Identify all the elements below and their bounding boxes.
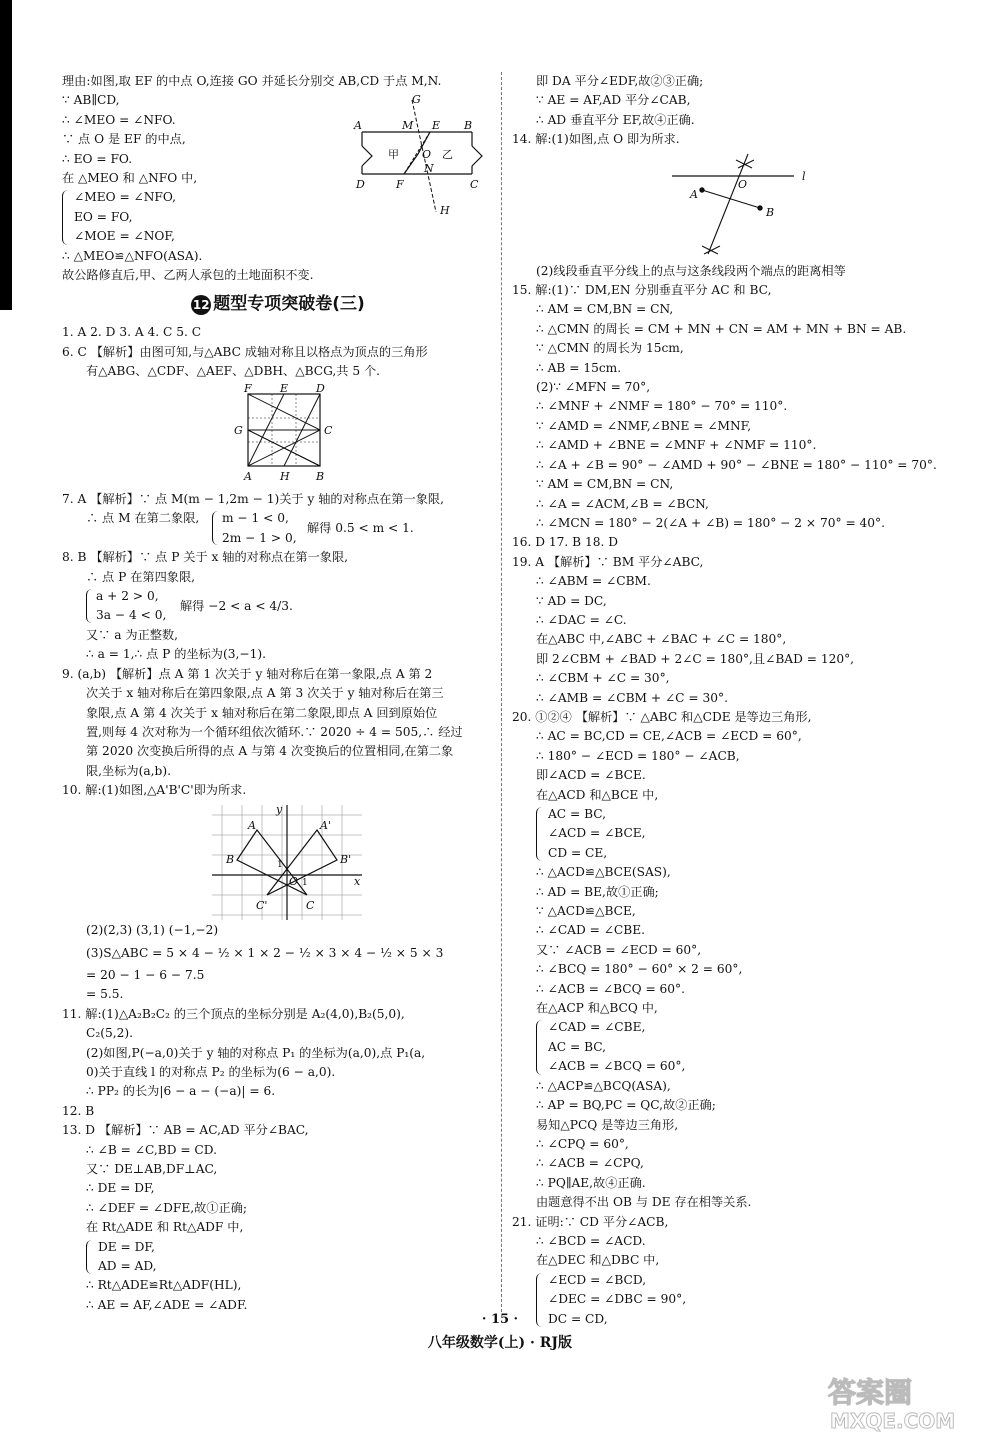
text-line: 有△ABG、△CDF、△AEF、△DBH、△BCG,共 5 个. [86, 364, 381, 379]
label-yi: 乙 [442, 148, 453, 161]
label-n: N [424, 162, 434, 175]
text-line: 19. A 【解析】∵ BM 平分∠ABC, [512, 554, 704, 569]
inequality: 2m − 1 > 0, [222, 530, 297, 545]
figure-perpendicular-bisector [512, 150, 952, 262]
label-g: G [234, 423, 243, 437]
label-b: B [316, 469, 325, 483]
text-line: ∴ AD 垂直平分 EF,故④正确. [536, 112, 695, 127]
label-o: O [422, 148, 432, 161]
text-line: ∴ ∠BCQ = 180° − 60° × 2 = 60°, [536, 962, 743, 977]
binding-strip [0, 0, 12, 310]
text-line: ∠ACB = ∠BCQ = 60°, [548, 1059, 686, 1074]
text-line: 在 △MEO 和 △NFO 中, [62, 171, 198, 186]
equation-system [512, 805, 952, 863]
watermark-url: MXQE.COM [830, 1409, 956, 1433]
section-title-text: 题型专项突破卷(三) [213, 294, 365, 315]
inequality: 3a − 4 < 0, [96, 608, 167, 623]
text-line: ∴ ∠BCD = ∠ACD. [536, 1233, 646, 1248]
text-line: = 20 − 1 − 6 − 7.5 [86, 967, 205, 982]
tick-1-y: 1 [277, 859, 283, 870]
tick-1-x: 1 [302, 877, 308, 888]
label-a: A [690, 187, 698, 201]
figure-coordinate-reflection [62, 801, 494, 921]
text-line: AC = BC, [548, 807, 607, 821]
text-line: ∵ AM = CM,BN = CN, [536, 477, 674, 492]
text-fragment: 解得 0.5 < m < 1. [307, 521, 414, 536]
text-line: 又∵ ∠ACB = ∠ECD = 60°, [536, 942, 702, 957]
text-line: 即 2∠CBM + ∠BAD + 2∠C = 180°,且∠BAD = 120°, [536, 651, 855, 666]
text-line: ∴ AP = BQ,PC = QC,故②正确; [536, 1098, 716, 1113]
text-line: ∠MEO = ∠NFO, [74, 190, 177, 205]
text-line: ∴ Rt△ADE≌Rt△ADF(HL), [86, 1278, 242, 1293]
text-line: ∴ ∠ABM = ∠CBM. [536, 574, 651, 589]
text-line: ∵ ∠AMD = ∠NMF,∠BNE = ∠MNF, [536, 418, 752, 433]
text-line: ∵ AE = AF,AD 平分∠CAB, [536, 93, 691, 108]
label-f: F [396, 178, 404, 191]
text-line: ∴ △MEO≌△NFO(ASA). [62, 248, 203, 263]
text-line: 易知△PCQ 是等边三角形, [536, 1117, 679, 1132]
right-column [512, 72, 952, 1329]
label-c: C [306, 898, 315, 912]
text-line: 故公路修直后,甲、乙两人承包的土地面积不变. [62, 268, 314, 283]
equation-line [62, 587, 494, 626]
inequality: a + 2 > 0, [96, 588, 159, 603]
text-line: 次关于 x 轴对称后在第四象限,点 A 第 3 次关于 y 轴对称后在第三 [86, 686, 444, 701]
text-line: 理由:如图,取 EF 的中点 O,连接 GO 并延长分别交 AB,CD 于点 M,N. [62, 74, 442, 88]
text-line: (2)线段垂直平分线上的点与这条线段两个端点的距离相等 [536, 263, 846, 278]
section-title [62, 295, 494, 315]
text-line: 14. 解:(1)如图,点 O 即为所求. [512, 132, 680, 147]
label-m: M [402, 119, 414, 132]
label-g: G [412, 94, 421, 106]
equation-line [62, 509, 494, 548]
text-line: ∵ △CMN 的周长为 15cm, [536, 341, 684, 356]
text-line: (2)(2,3) (3,1) (−1,−2) [86, 922, 219, 937]
text-line: 即∠ACD = ∠BCE. [536, 768, 646, 783]
text-line: = 5.5. [86, 987, 124, 1002]
text-line: ∠ACD = ∠BCE, [548, 826, 646, 841]
text-line: 在△ACP 和△BCQ 中, [536, 1001, 658, 1016]
text-line: ∴ a = 1,∴ 点 P 的坐标为(3,−1). [86, 647, 266, 662]
text-line: 10. 解:(1)如图,△A'B'C'即为所求. [62, 783, 247, 798]
label-h: H [280, 469, 290, 483]
text-line: 13. D 【解析】∵ AB = AC,AD 平分∠BAC, [62, 1123, 309, 1138]
label-c: C [324, 423, 333, 437]
text-line: ∴ ∠MNF + ∠NMF = 180° − 70° = 110°. [536, 399, 788, 414]
text-line: ∴ ∠DEF = ∠DFE,故①正确; [86, 1200, 247, 1215]
label-a: A [244, 469, 252, 483]
text-line: ∴ △ACP≌△BCQ(ASA), [536, 1078, 671, 1093]
text-line: DE = DF, [98, 1239, 155, 1254]
watermark-logo [816, 1370, 986, 1434]
text-line: 即 DA 平分∠EDF,故②③正确; [536, 74, 704, 88]
figure-grid-triangles [62, 382, 494, 490]
text-line: (2)如图,P(−a,0)关于 y 轴的对称点 P₁ 的坐标为(a,0),点 P₁(a, [86, 1045, 426, 1060]
figure-land-plot [352, 94, 492, 219]
text-line: ∴ ∠A + ∠B = 90° − ∠AMD + 90° − ∠BNE = 180° − 110° = 70°. [536, 457, 937, 472]
text-line: 又∵ DE⊥AB,DF⊥AC, [86, 1162, 218, 1177]
text-line: 在△ACD 和△BCE 中, [536, 787, 659, 802]
label-a: A [354, 119, 362, 132]
text-line: ∴ △ACD≌△BCE(SAS), [536, 865, 671, 880]
label-b: B [464, 119, 473, 132]
answer-line: 1. A 2. D 3. A 4. C 5. C [62, 325, 202, 340]
text-line: 20. ①②④ 【解析】∵ △ABC 和△CDE 是等边三角形, [512, 709, 812, 724]
text-line: ∴ ∠DAC = ∠C. [536, 612, 627, 627]
column-divider [501, 72, 502, 1312]
text-line: 6. C 【解析】由图可知,与△ABC 成轴对称且以格点为顶点的三角形 [62, 344, 428, 359]
answer-line: 12. B [62, 1103, 95, 1118]
text-fragment: ∴ 点 M 在第二象限, [86, 511, 200, 526]
text-line: ∴ ∠ACB = ∠CPQ, [536, 1156, 644, 1171]
text-line: ∠CAD = ∠CBE, [548, 1020, 646, 1035]
text-line: 21. 证明:∵ CD 平分∠ACB, [512, 1214, 669, 1229]
text-line: ∴ 点 P 在第四象限, [86, 569, 196, 584]
text-line: ∴ ∠MCN = 180° − 2(∠A + ∠B) = 180° − 2 × 70° = 40°. [536, 515, 886, 530]
label-b-prime: B' [340, 852, 352, 866]
text-line: 象限,点 A 第 4 次关于 x 轴对称后在第二象限,即点 A 回到原始位 [86, 705, 438, 720]
text-line: 在△ABC 中,∠ABC + ∠BAC + ∠C = 180°, [536, 632, 787, 647]
text-line: AD = AD, [98, 1259, 157, 1274]
label-e: E [280, 381, 289, 395]
text-line: 8. B 【解析】∵ 点 P 关于 x 轴的对称点在第一象限, [62, 550, 349, 565]
text-line: 第 2020 次变换后所得的点 A 与第 4 次变换后的位置相同,在第二象 [86, 744, 454, 759]
text-line: ∴ ∠AMB = ∠CBM + ∠C = 30°. [536, 690, 728, 705]
text-fragment: 解得 −2 < a < 4/3. [180, 598, 293, 613]
text-line: 0)关于直线 l 的对称点 P₂ 的坐标为(6 − a,0). [86, 1065, 336, 1079]
equation-system [512, 1018, 952, 1076]
label-x: x [354, 874, 361, 888]
book-title: 八年级数学(上) · RJ版 [427, 1335, 573, 1351]
text-line: ∴ AB = 15cm. [536, 360, 622, 375]
text-line: ∴ ∠A = ∠ACM,∠B = ∠BCN, [536, 496, 709, 511]
text-line: ∴ ∠AMD + ∠BNE = ∠MNF + ∠NMF = 110°. [536, 438, 817, 453]
label-e: E [432, 119, 441, 132]
label-a-prime: A' [320, 818, 331, 832]
text-line: ∴ ∠ACB = ∠BCQ = 60°. [536, 981, 686, 996]
label-b: B [226, 852, 235, 866]
text-line: 11. 解:(1)△A₂B₂C₂ 的三个顶点的坐标分别是 A₂(4,0),B₂(5,0), [62, 1006, 405, 1021]
text-line: ∴ AC = BC,CD = CE,∠ACB = ∠ECD = 60°, [536, 729, 802, 744]
text-line: AC = BC, [548, 1039, 607, 1054]
text-line: (2)∵ ∠MFN = 70°, [536, 380, 651, 395]
label-y: y [276, 802, 283, 816]
text-line: ∴ PP₂ 的长为|6 − a − (−a)| = 6. [86, 1084, 276, 1099]
text-line: ∵ △ACD≌△BCE, [536, 904, 636, 919]
page-number: · 15 · [481, 1312, 519, 1327]
text-line: ∴ DE = DF, [86, 1181, 155, 1196]
text-line: CD = CE, [548, 845, 608, 860]
label-d: D [316, 381, 325, 395]
text-line: ∴ EO = FO. [62, 151, 133, 166]
inequality: m − 1 < 0, [222, 511, 289, 526]
label-o: O [289, 874, 299, 888]
answer-line: 16. D 17. B 18. D [512, 535, 619, 550]
text-line: ∴ ∠B = ∠C,BD = CD. [86, 1142, 217, 1157]
equation-system [62, 1238, 494, 1277]
label-c: C [470, 178, 479, 191]
text-line: 9. (a,b) 【解析】点 A 第 1 次关于 y 轴对称后在第一象限,点 A 第 2 [62, 666, 433, 681]
label-b: B [766, 205, 775, 219]
label-jia: 甲 [388, 148, 399, 161]
text-line: 15. 解:(1)∵ DM,EN 分别垂直平分 AC 和 BC, [512, 283, 772, 298]
label-d: D [356, 178, 365, 191]
section-badge: 12 [191, 295, 211, 315]
text-line: ∴ AE = AF,∠ADE = ∠ADF. [86, 1297, 248, 1312]
watermark-text: 答案圈 [828, 1376, 913, 1409]
text-line: 在 Rt△ADE 和 Rt△ADF 中, [86, 1220, 244, 1235]
text-line: 置,则每 4 次对称为一个循环组依次循环.∵ 2020 ÷ 4 = 505,∴ 经过 [86, 724, 463, 739]
text-line: ∠ECD = ∠BCD, [548, 1272, 647, 1287]
text-line: 由题意得不出 OB 与 DE 存在相等关系. [536, 1195, 752, 1210]
text-line: ∴ ∠MEO = ∠NFO. [62, 112, 176, 127]
text-line: (3)S△ABC = 5 × 4 − ½ × 1 × 2 − ½ × 3 × 4 − ½ × 5 × 3 [86, 945, 444, 960]
label-c-prime: C' [256, 898, 268, 912]
label-h: H [440, 204, 450, 217]
text-line: 又∵ a 为正整数, [86, 627, 179, 642]
text-line: ∴ ∠CPQ = 60°, [536, 1136, 629, 1151]
text-line: DC = CD, [548, 1311, 608, 1326]
label-a: A [248, 818, 256, 832]
text-line: ∵ 点 O 是 EF 的中点, [62, 132, 186, 147]
label-l: l [802, 169, 806, 183]
text-line: 限,坐标为(a,b). [86, 763, 171, 778]
text-line: ∠DEC = ∠DBC = 90°, [548, 1292, 687, 1307]
text-line: ∴ △CMN 的周长 = CM + MN + CN = AM + MN + BN = AB. [536, 321, 907, 336]
text-line: ∴ AD = BE,故①正确; [536, 884, 659, 899]
text-line: ∵ AD = DC, [536, 593, 607, 608]
text-line: ∵ AB∥CD, [62, 93, 120, 108]
left-column [62, 72, 494, 1315]
text-line: EO = FO, [74, 209, 133, 224]
text-line: ∴ 180° − ∠ECD = 180° − ∠ACB, [536, 748, 740, 763]
label-o: O [738, 177, 748, 191]
text-line: ∴ AM = CM,BN = CN, [536, 302, 674, 317]
text-line: ∴ ∠CBM + ∠C = 30°, [536, 671, 670, 686]
text-line: C₂(5,2). [86, 1026, 133, 1041]
text-line: ∴ ∠CAD = ∠CBE. [536, 923, 645, 938]
text-line: 在△DEC 和△DBC 中, [536, 1253, 660, 1268]
text-line: 7. A 【解析】∵ 点 M(m − 1,2m − 1)关于 y 轴的对称点在第一象限, [62, 491, 444, 506]
text-line: ∠MOE = ∠NOF, [74, 229, 175, 244]
text-line: ∴ PQ∥AE,故④正确. [536, 1175, 646, 1190]
label-f: F [244, 381, 252, 395]
